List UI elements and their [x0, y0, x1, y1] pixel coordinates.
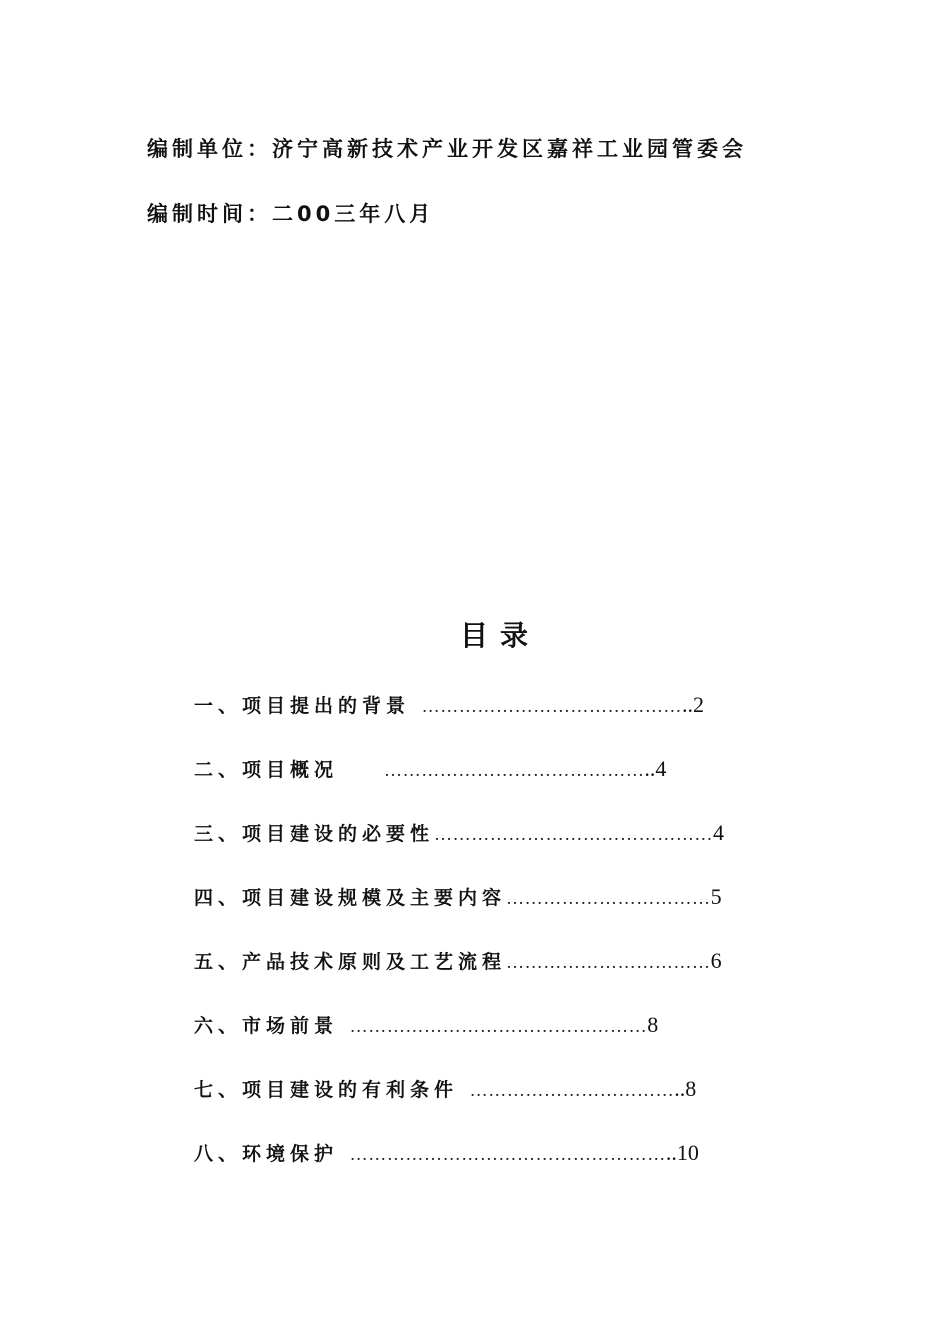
- toc-entry-page: 5: [710, 884, 722, 909]
- toc-entry[interactable]: [194, 1072, 696, 1106]
- toc-entry-leader: ………………………………………: [434, 824, 714, 844]
- toc-entry-label: 六、市场前景: [194, 1015, 350, 1037]
- toc-entry-label: 八、环境保护: [194, 1143, 350, 1165]
- toc-entry-label: 四、项目建设规模及主要内容: [194, 887, 507, 909]
- toc-entry-leader: ……………………………: [506, 952, 711, 972]
- compiler-line: [147, 134, 747, 164]
- compile-time-line: [147, 199, 434, 229]
- toc-entry[interactable]: [194, 816, 724, 850]
- toc-entry-page: ..2: [682, 692, 705, 717]
- toc-entry[interactable]: [194, 688, 704, 722]
- toc-entry-leader: ……………………………………: [384, 760, 645, 780]
- toc-entry-leader: ……………………………: [469, 1080, 675, 1100]
- toc-entry-label: 七、项目建设的有利条件: [194, 1079, 470, 1101]
- toc-entry-page: 8: [647, 1012, 659, 1037]
- toc-entry[interactable]: [194, 752, 666, 786]
- toc-entry-leader: …………………………………………: [349, 1016, 648, 1036]
- toc-entry-label: 二、项目概况: [194, 759, 339, 781]
- toc-entry[interactable]: [194, 880, 722, 914]
- toc-entry-leader: ……………………………………: [421, 696, 683, 716]
- toc-entry-page: ..8: [674, 1076, 697, 1101]
- compile-time-label: 编制时间：: [147, 202, 272, 226]
- toc-entry-leader: ……………………………: [506, 888, 711, 908]
- toc-entry-label: 三、项目建设的必要性: [194, 823, 435, 845]
- toc-entry-label: 一、项目提出的背景: [194, 695, 422, 717]
- toc-entry[interactable]: [194, 1008, 658, 1042]
- compiler-label: 编制单位：: [147, 137, 272, 161]
- toc-entry[interactable]: [194, 1136, 699, 1170]
- compiler-value: 济宁高新技术产业开发区嘉祥工业园管委会: [272, 137, 747, 161]
- toc-entry-page: 4: [713, 820, 725, 845]
- toc-entry[interactable]: [194, 944, 722, 978]
- toc-entry-page: ..10: [665, 1140, 699, 1165]
- toc-entry-page: 6: [710, 948, 722, 973]
- toc-entry-leader: ……………………………………………: [349, 1144, 666, 1164]
- compile-time-value: 二00三年八月: [272, 202, 435, 226]
- toc-title: 目录: [459, 619, 540, 652]
- toc-entry-label: 五、产品技术原则及工艺流程: [194, 951, 507, 973]
- toc-entry-page: ..4: [644, 756, 667, 781]
